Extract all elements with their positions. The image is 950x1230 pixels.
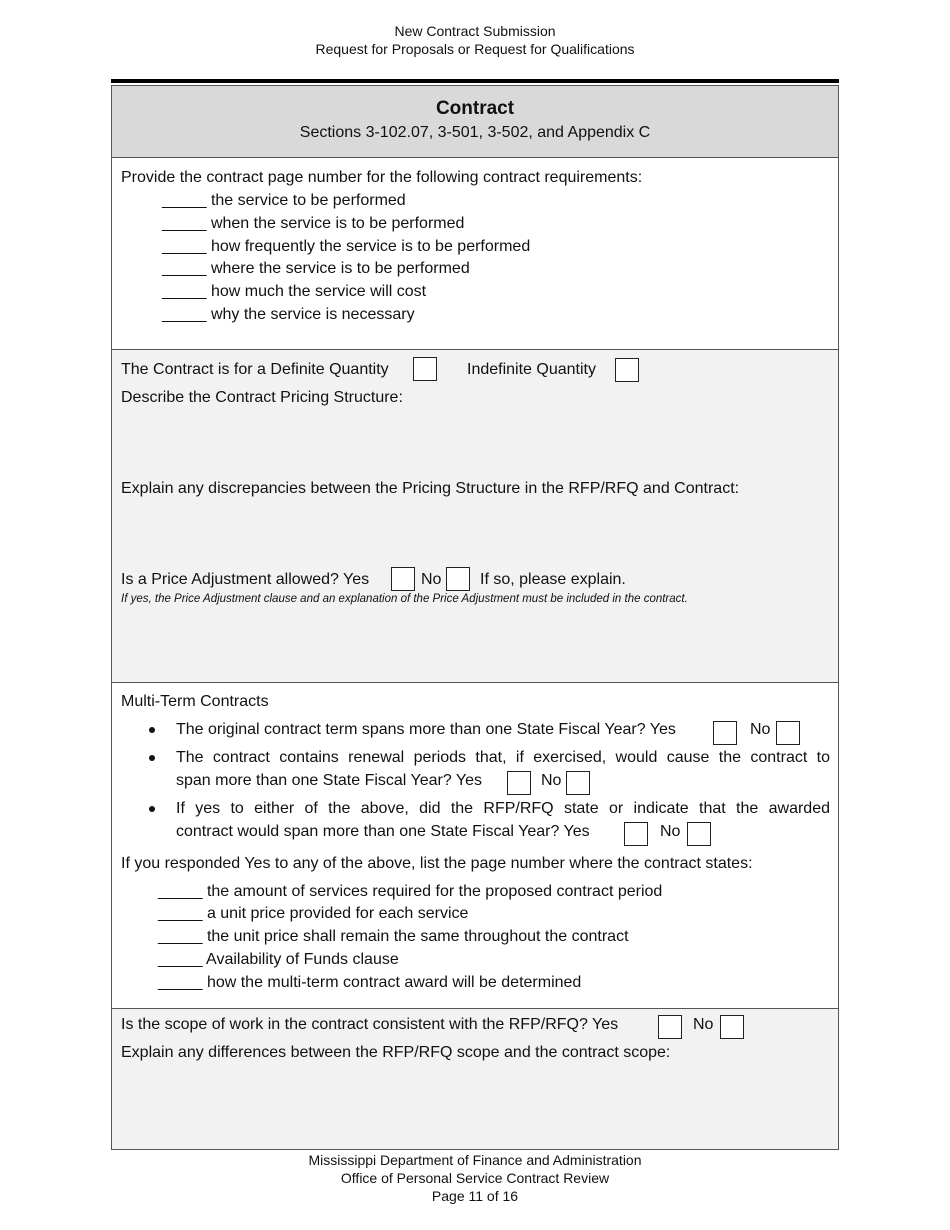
multi-term-heading: Multi-Term Contracts <box>121 693 269 710</box>
renewal-no-checkbox[interactable] <box>566 771 590 795</box>
fiscal-year-yes-checkbox[interactable] <box>713 721 737 745</box>
scope-yes-checkbox[interactable] <box>658 1015 682 1039</box>
list-item: _____ how the multi-term contract award will be determined <box>158 974 582 991</box>
list-item: _____ the unit price shall remain the same throughout the contract <box>158 928 629 945</box>
header-line-2: Request for Proposals or Request for Qualifications <box>315 41 635 57</box>
requirements-intro: Provide the contract page number for the following contract requirements: <box>121 169 643 186</box>
multi-term-question-2-line-1: The contract contains renewal periods that, if exercised, would cause the contract to <box>176 749 830 766</box>
list-item: _____ the amount of services required for the proposed contract period <box>158 883 663 900</box>
form-sections-ref: Sections 3-102.07, 3-501, 3-502, and Appendix C <box>299 124 651 141</box>
rfp-indicated-no-label: No <box>660 823 681 840</box>
scope-section <box>112 1009 838 1149</box>
multi-term-question-3-line-1: If yes to either of the above, did the RFP/RFQ state or indicate that the awarded <box>176 800 830 817</box>
list-item: _____ why the service is necessary <box>162 306 415 323</box>
list-item: _____ when the service is to be performed <box>162 215 465 232</box>
price-adjustment-note: If yes, the Price Adjustment clause and an explanation of the Price Adjustment must be included in the contract. <box>121 593 688 605</box>
multi-term-followup: If you responded Yes to any of the above, list the page number where the contract states: <box>121 855 753 872</box>
page-header <box>0 22 950 58</box>
list-item: _____ how much the service will cost <box>162 283 427 300</box>
header-rule <box>111 79 839 83</box>
bullet <box>149 806 155 812</box>
price-adjustment-question: Is a Price Adjustment allowed? Yes <box>121 571 370 588</box>
fiscal-year-no-label: No <box>750 721 771 738</box>
renewal-no-label: No <box>541 772 562 789</box>
bullet <box>149 755 155 761</box>
price-adjustment-no-checkbox[interactable] <box>446 567 470 591</box>
scope-question: Is the scope of work in the contract consistent with the RFP/RFQ? Yes <box>121 1016 619 1033</box>
multi-term-question-3-line-2: contract would span more than one State Fiscal Year? Yes <box>176 823 590 840</box>
definite-quantity-checkbox[interactable] <box>413 357 437 381</box>
multi-term-section <box>112 683 838 1009</box>
renewal-yes-checkbox[interactable] <box>507 771 531 795</box>
footer-line-2: Office of Personal Service Contract Review <box>340 1170 610 1186</box>
requirements-section <box>112 158 838 350</box>
form-title: Contract <box>435 98 515 119</box>
page-footer <box>0 1151 950 1205</box>
header-line-1: New Contract Submission <box>394 23 556 39</box>
contract-form <box>111 85 839 1150</box>
list-item: _____ Availability of Funds clause <box>158 951 399 968</box>
price-adjustment-yes-checkbox[interactable] <box>391 567 415 591</box>
discrepancies-label: Explain any discrepancies between the Pricing Structure in the RFP/RFQ and Contract: <box>121 480 740 497</box>
pricing-section <box>112 350 838 683</box>
scope-no-label: No <box>693 1016 714 1033</box>
price-adjustment-no-label: No <box>421 571 442 588</box>
multi-term-question-1: The original contract term spans more than one State Fiscal Year? Yes <box>176 721 676 738</box>
price-adjustment-explain-label: If so, please explain. <box>480 571 626 588</box>
scope-differences-label: Explain any differences between the RFP/RFQ scope and the contract scope: <box>121 1044 671 1061</box>
fiscal-year-no-checkbox[interactable] <box>776 721 800 745</box>
list-item: _____ how frequently the service is to be performed <box>162 238 531 255</box>
list-item: _____ where the service is to be performed <box>162 260 470 277</box>
multi-term-question-2-line-2: span more than one State Fiscal Year? Yes <box>176 772 482 789</box>
page-number: Page 11 of 16 <box>431 1188 519 1204</box>
rfp-indicated-no-checkbox[interactable] <box>687 822 711 846</box>
list-item: _____ a unit price provided for each service <box>158 905 469 922</box>
form-title-section <box>112 86 838 158</box>
rfp-indicated-yes-checkbox[interactable] <box>624 822 648 846</box>
quantity-label: The Contract is for a Definite Quantity <box>121 361 389 378</box>
bullet <box>149 727 155 733</box>
pricing-structure-label: Describe the Contract Pricing Structure: <box>121 389 403 406</box>
list-item: _____ the service to be performed <box>162 192 406 209</box>
scope-no-checkbox[interactable] <box>720 1015 744 1039</box>
indefinite-quantity-checkbox[interactable] <box>615 358 639 382</box>
footer-line-1: Mississippi Department of Finance and Administration <box>308 1152 642 1168</box>
indefinite-quantity-label: Indefinite Quantity <box>467 361 596 378</box>
